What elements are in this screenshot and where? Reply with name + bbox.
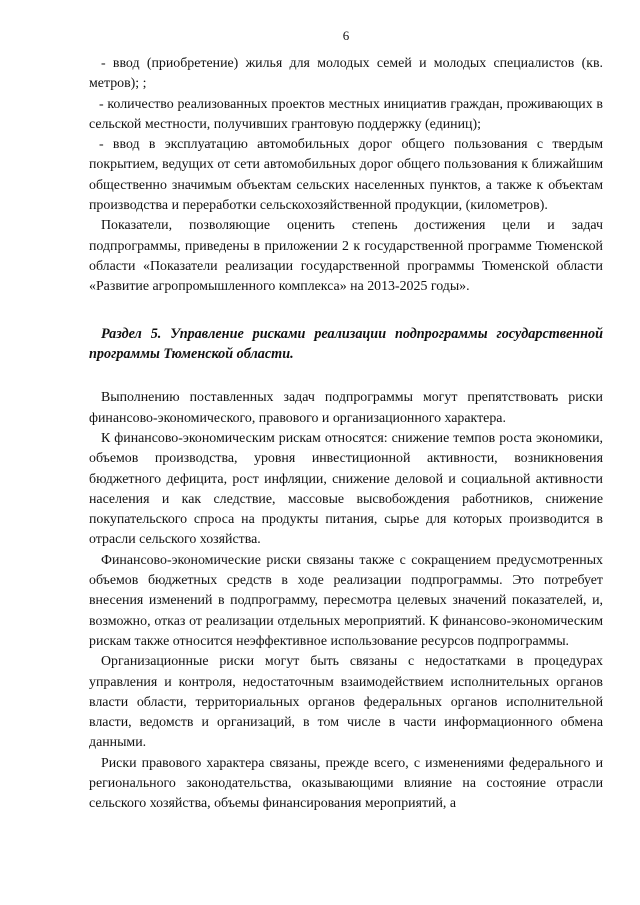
risks-intro-paragraph: Выполнению поставленных задач подпрограммы могут препятствовать риски финансово-экономического, правового и организационного характера.: [89, 390, 603, 426]
bullet-roads: - ввод в эксплуатацию автомобильных дорог общего пользования с твердым покрытием, ведущих от сети автомобильных дорог общего пользования к ближайшим общественно значимым объектам сельских населенных пунктов, а также к объектам производства и переработки сельскохозяйственной продукции, (километров).: [89, 137, 603, 214]
budget-risks-paragraph: Финансово-экономические риски связаны также с сокращением предусмотренных объемов бюджетных средств в ходе реализации подпрограммы. Это потребует внесения изменений в подпрограмму, пересмотра целевых значений показателей, и, возможно, отказ от реализации отдельных мероприятий. К финансово-экономическим рискам также относится неэффективное использование ресурсов подпрограммы.: [89, 552, 603, 649]
page-number: 6: [342, 28, 350, 43]
legal-risks-paragraph: Риски правового характера связаны, прежде всего, с изменениями федерального и регионального законодательства, оказывающими влияние на состояние отрасли сельского хозяйства, объемы финансирования мероприятий, а: [89, 755, 603, 812]
indicators-paragraph: Показатели, позволяющие оценить степень достижения цели и задач подпрограммы, приведены в приложении 2 к государственной программе Тюменской области «Показатели реализации государственной программы Тюменской области «Развитие агропромышленного комплекса» на 2013-2025 годы».: [89, 218, 603, 295]
organizational-risks-paragraph: Организационные риски могут быть связаны с недостатками в процедурах управления и контроля, недостаточным взаимодействием исполнительных органов власти области, территориальных органов федеральных органов исполнительной власти, ведомств и организаций, в том числе в части информационного обмена данными.: [89, 654, 603, 751]
document-page: [89, 28, 603, 815]
financial-risks-paragraph: К финансово-экономическим рискам относятся: снижение темпов роста экономики, объемов производства, уровня инвестиционной активности, возникновения бюджетного дефицита, рост инфляции, снижение деловой и социальной активности населения и как следствие, массовые высвобождения работников, снижение покупательского спроса на продукты питания, сырье для которых производится в отрасли сельского хозяйства.: [89, 430, 603, 548]
bullet-housing: - ввод (приобретение) жилья для молодых семей и молодых специалистов (кв. метров); ;: [89, 56, 603, 92]
bullet-local-initiatives: - количество реализованных проектов местных инициатив граждан, проживающих в сельской местности, получивших грантовую поддержку (единиц);: [89, 96, 603, 132]
section-heading: Раздел 5. Управление рисками реализации подпрограммы государственной программы Тюменской области.: [89, 325, 603, 362]
